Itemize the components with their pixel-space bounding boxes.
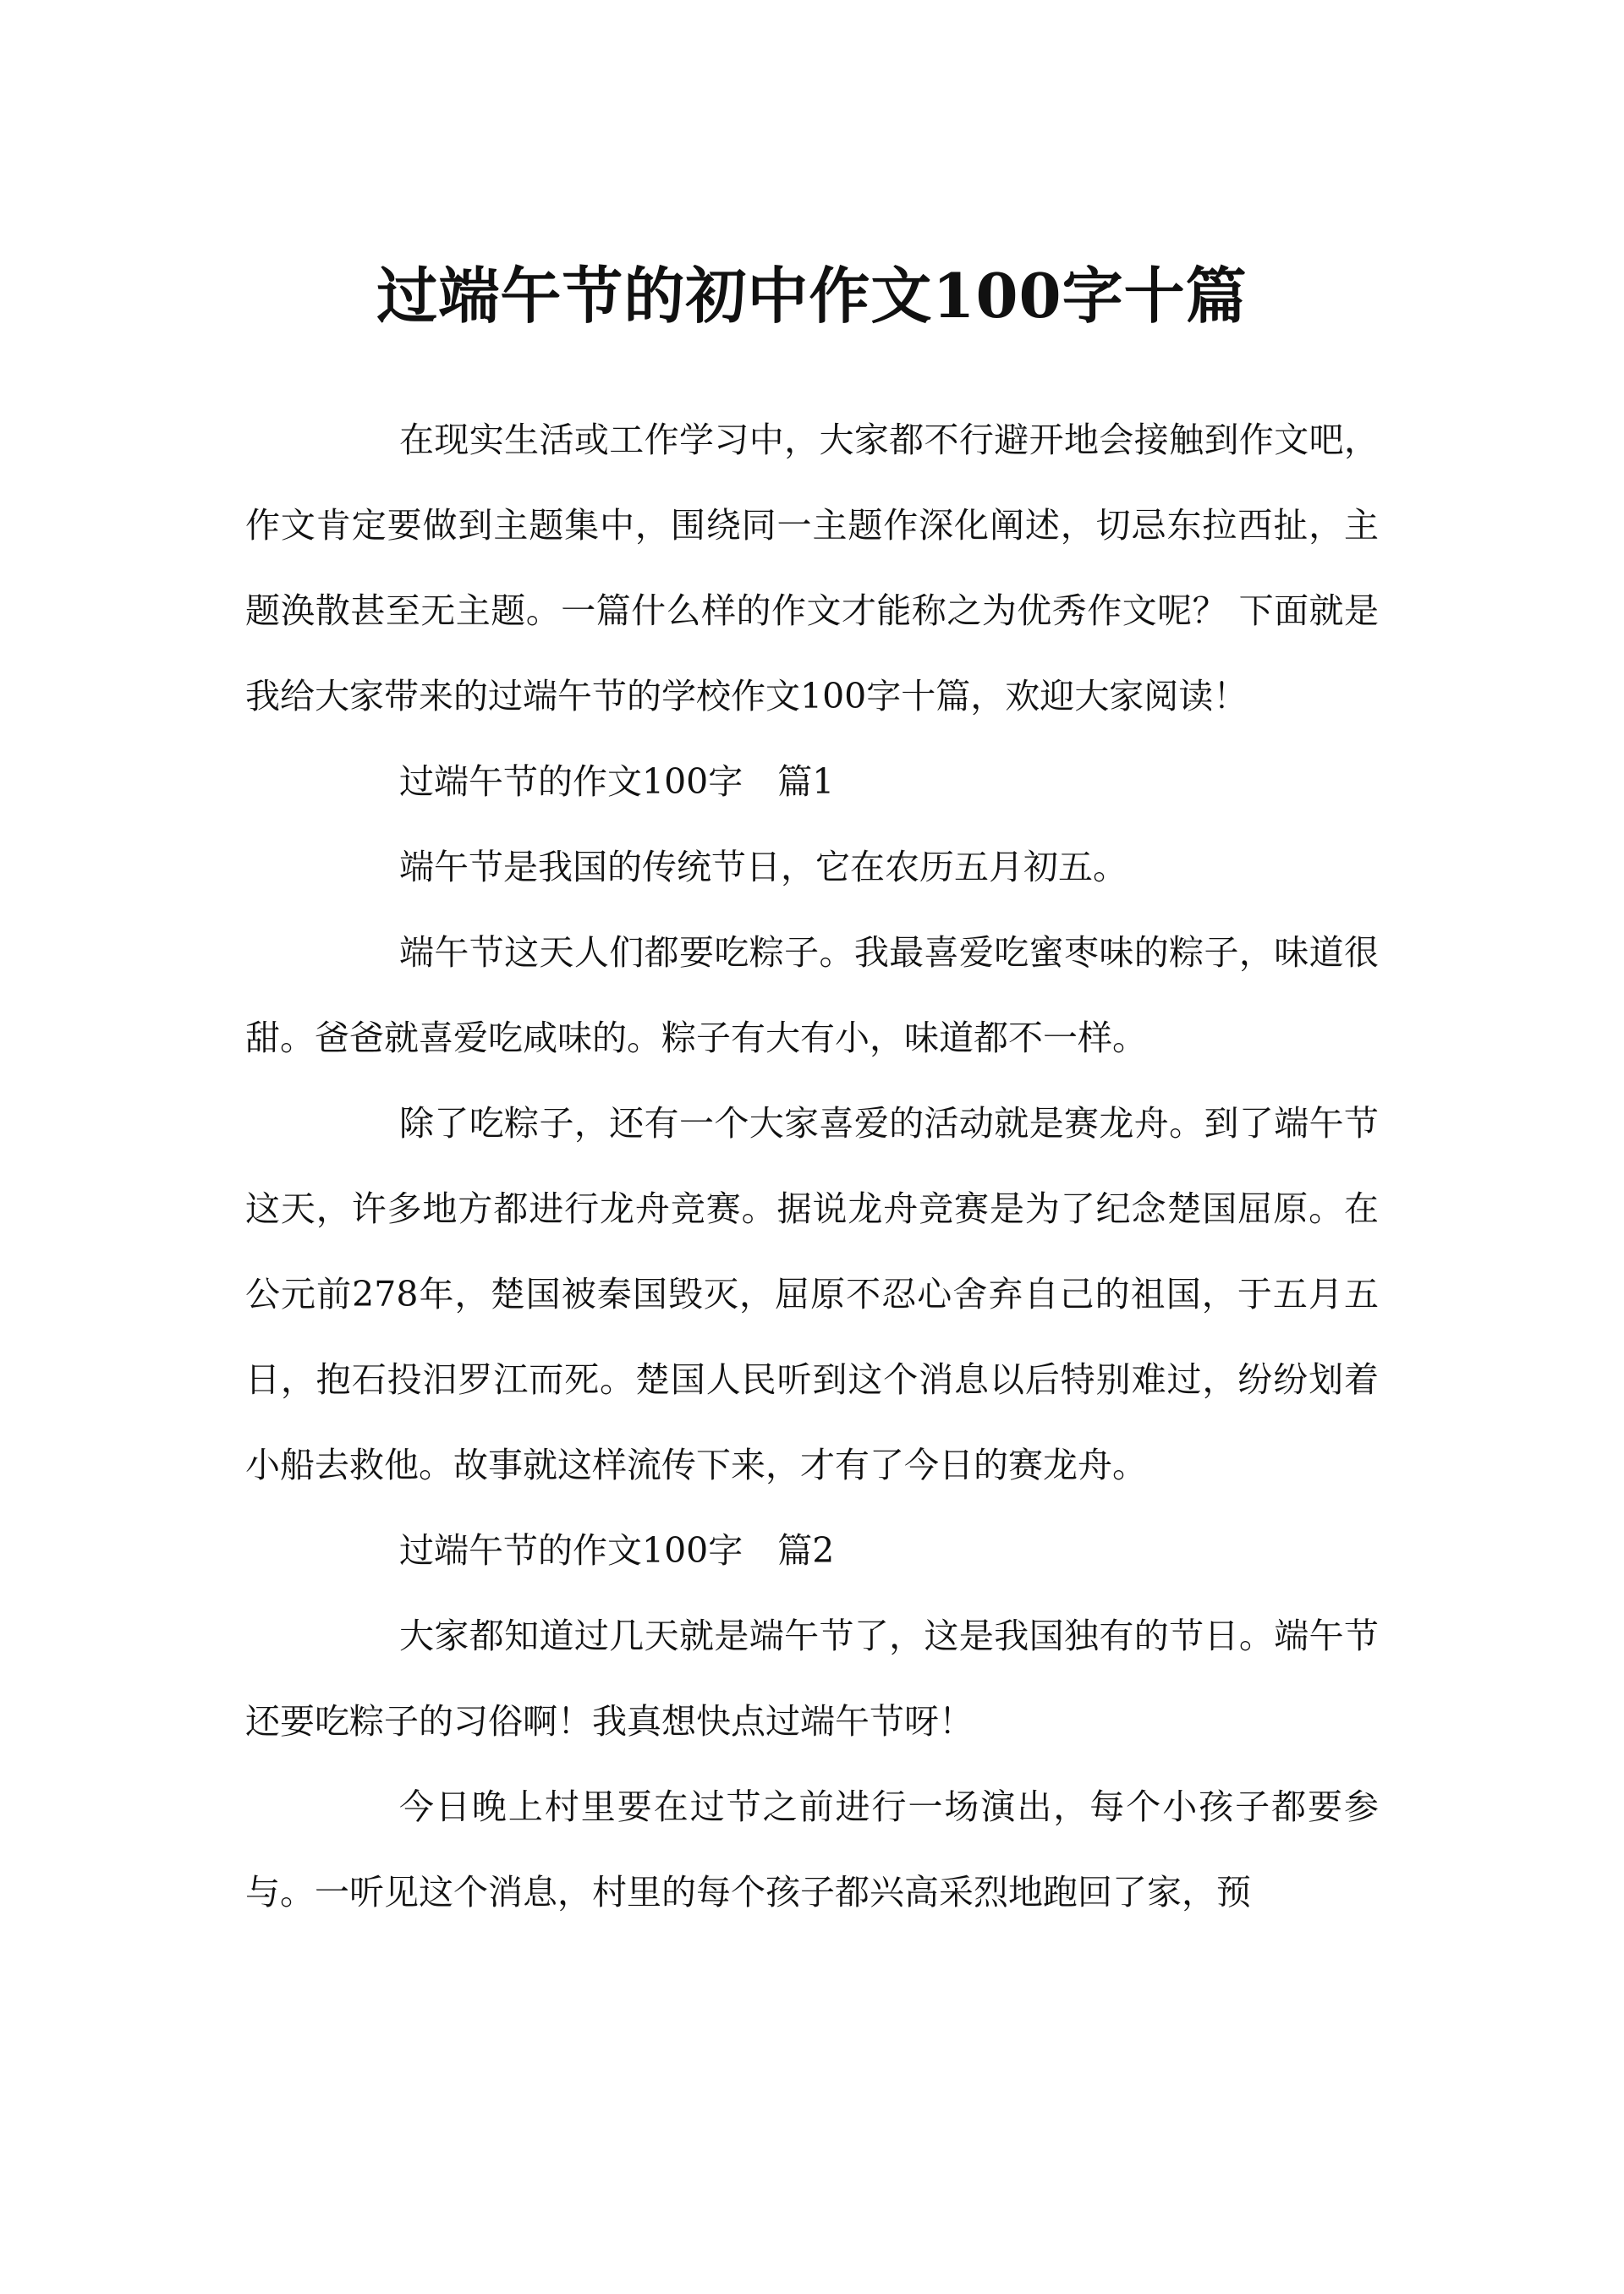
body-paragraph: 今日晚上村里要在过节之前进行一场演出，每个小孩子都要参与。一听见这个消息，村里的每个孩子都兴高采烈地跑回了家，预 [245, 1786, 1379, 1913]
document-title: 过端午节的初中作文100字十篇 [376, 260, 1248, 332]
section-heading-1: 过端午节的作文100字 篇1 [399, 761, 835, 802]
document-body [245, 398, 1379, 1935]
body-paragraph: 大家都知道过几天就是端午节了，这是我国独有的节日。端午节还要吃粽子的习俗啊！我真想快点过端午节呀！ [245, 1616, 1379, 1742]
body-paragraph: 端午节这天人们都要吃粽子。我最喜爱吃蜜枣味的粽子，味道很甜。爸爸就喜爱吃咸味的。粽子有大有小，味道都不一样。 [245, 932, 1379, 1058]
body-paragraph: 除了吃粽子，还有一个大家喜爱的活动就是赛龙舟。到了端午节这天，许多地方都进行龙舟竞赛。据说龙舟竞赛是为了纪念楚国屈原。在公元前278年，楚国被秦国毁灭，屈原不忍心舍弃自己的祖国，于五月五日，抱石投汨罗江而死。楚国人民听到这个消息以后特别难过，纷纷划着小船去救他。故事就这样流传下来，才有了今日的赛龙舟。 [245, 1103, 1379, 1485]
section-heading-2: 过端午节的作文100字 篇2 [399, 1530, 835, 1571]
intro-paragraph: 在现实生活或工作学习中，大家都不行避开地会接触到作文吧，作文肯定要做到主题集中，围绕同一主题作深化阐述，切忌东拉西扯，主题涣散甚至无主题。一篇什么样的作文才能称之为优秀作文呢？ 下面就是我给大家带来的过端午节的学校作文100字十篇，欢迎大家阅读！ [245, 420, 1379, 716]
body-paragraph: 端午节是我国的传统节日，它在农历五月初五。 [399, 847, 1127, 887]
